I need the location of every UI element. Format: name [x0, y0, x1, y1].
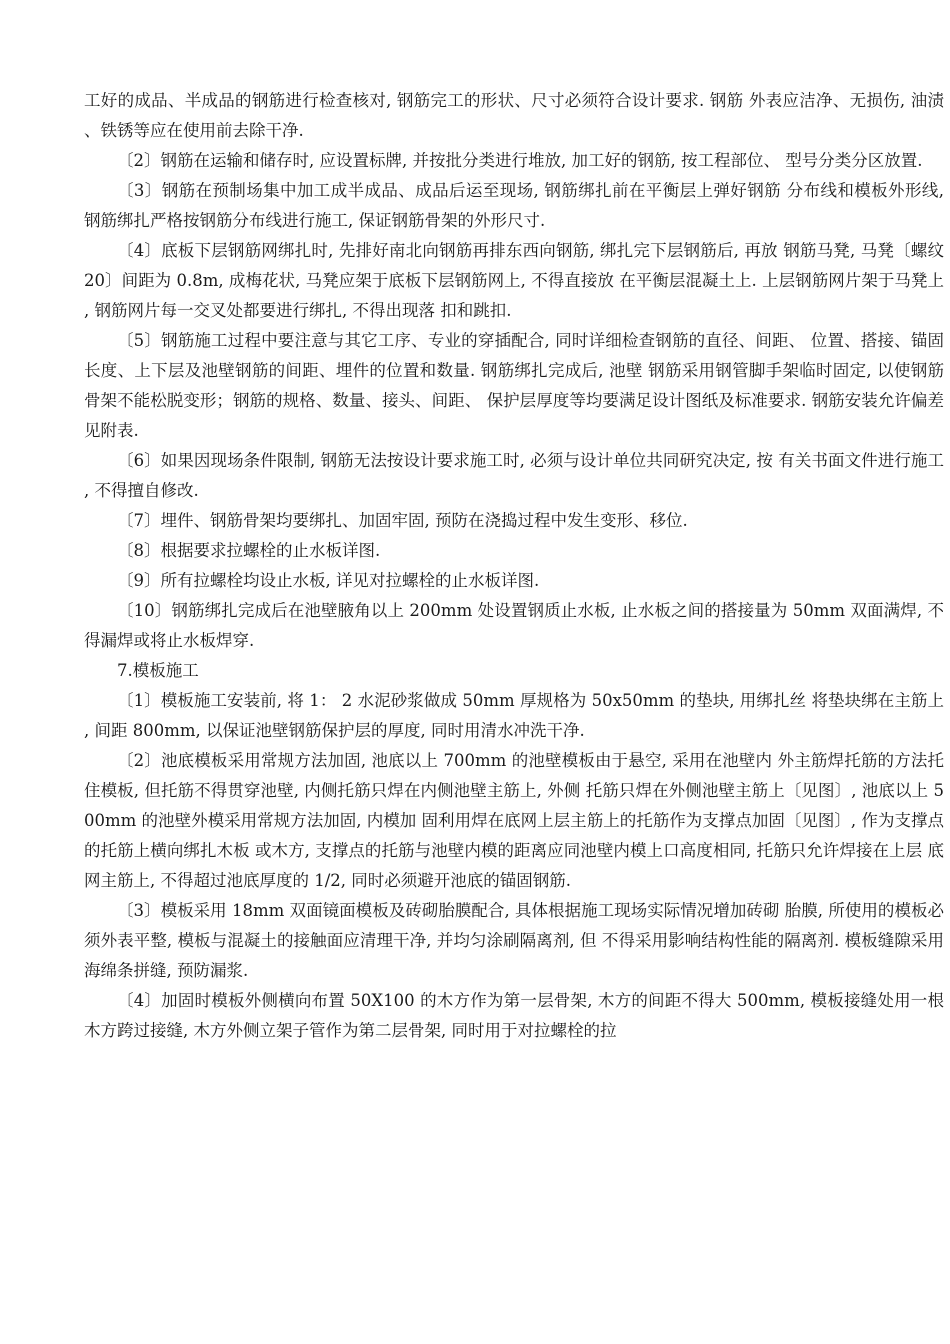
- paragraph-steel-waterstop: 〔10〕钢筋绑扎完成后在池壁腋角以上 200mm 处设置钢质止水板, 止水板之间的搭接量为 50mm 双面满焊, 不得漏焊或将止水板焊穿.: [84, 601, 944, 650]
- paragraph-embedded-parts: 〔7〕埋件、钢筋骨架均要绑扎、加固牢固, 预防在浇捣过程中发生变形、移位.: [117, 511, 688, 530]
- section-heading-formwork: 7.模板施工: [117, 661, 199, 680]
- paragraph-rebar-inspection: 工好的成品、半成品的钢筋进行检查核对, 钢筋完工的形状、尺寸必须符合设计要求. 钢筋 外表应洁净、无损伤, 油渍、铁锈等应在使用前去除干净.: [84, 91, 944, 140]
- document-body: [84, 86, 944, 1046]
- paragraph-formwork-material: 〔3〕模板采用 18mm 双面镜面模板及砖砌胎膜配合, 具体根据施工现场实际情况增加砖砌 胎膜, 所使用的模板必须外表平整, 模板与混凝土的接触面应清理干净, 并均匀涂刷隔离剂, 但 不得采用影响结构性能的隔离剂. 模板缝隙采用海绵条拼缝, 预防漏浆.: [84, 901, 944, 980]
- paragraph-formwork-bracing: 〔2〕池底模板采用常规方法加固, 池底以上 700mm 的池壁模板由于悬空, 采用在池壁内 外主筋焊托筋的方法托住模板, 但托筋不得贯穿池壁, 内侧托筋只焊在内侧池壁主筋上, 外侧 托筋只焊在外侧池壁主筋上〔见图〕, 池底以上 500mm 的池壁外模采用常规方法加固, 内模加 固利用焊在底网上层主筋上的托筋作为支撑点加固〔见图〕, 作为支撑点的托筋上横向绑扎木板 或木方, 支撑点的托筋与池壁内模的距离应同池壁内模上口高度相同, 托筋只允许焊接在上层 底网主筋上, 不得超过池底厚度的 1/2, 同时必须避开池底的锚固钢筋.: [84, 751, 944, 890]
- paragraph-rebar-prefabrication: 〔3〕钢筋在预制场集中加工成半成品、成品后运至现场, 钢筋绑扎前在平衡层上弹好钢筋 分布线和模板外形线, 钢筋绑扎严格按钢筋分布线进行施工, 保证钢筋骨架的外形尺寸.: [84, 181, 944, 230]
- paragraph-bottom-mesh-binding: 〔4〕底板下层钢筋网绑扎时, 先排好南北向钢筋再排东西向钢筋, 绑扎完下层钢筋后, 再放 钢筋马凳, 马凳〔螺纹 20〕间距为 0.8m, 成梅花状, 马凳应架于底板下层钢筋网上, 不得直接放 在平衡层混凝土上. 上层钢筋网片架于马凳上, 钢筋网片每一交叉处都要进行绑扎, 不得出现落 扣和跳扣.: [84, 241, 944, 320]
- paragraph-formwork-spacers: 〔1〕模板施工安装前, 将 1： 2 水泥砂浆做成 50mm 厚规格为 50x50mm 的垫块, 用绑扎丝 将垫块绑在主筋上, 间距 800mm, 以保证池壁钢筋保护层的厚度, 同时用清水冲洗干净.: [84, 691, 944, 740]
- paragraph-site-limitations: 〔6〕如果因现场条件限制, 钢筋无法按设计要求施工时, 必须与设计单位共同研究决定, 按 有关书面文件进行施工, 不得擅自修改.: [84, 451, 944, 500]
- paragraph-formwork-reinforcement: 〔4〕加固时模板外侧横向布置 50X100 的木方作为第一层骨架, 木方的间距不得大 500mm, 模板接缝处用一根木方跨过接缝, 木方外侧立架子管作为第二层骨架, 同时用于对拉螺栓的拉: [84, 991, 944, 1040]
- paragraph-all-bolts-waterstop: 〔9〕所有拉螺栓均设止水板, 详见对拉螺栓的止水板详图.: [117, 571, 540, 590]
- paragraph-rebar-storage: 〔2〕钢筋在运输和储存时, 应设置标牌, 并按批分类进行堆放, 加工好的钢筋, 按工程部位、 型号分类分区放置.: [117, 151, 923, 170]
- paragraph-rebar-coordination: 〔5〕钢筋施工过程中要注意与其它工序、专业的穿插配合, 同时详细检查钢筋的直径、间距、 位置、搭接、锚固长度、上下层及池壁钢筋的间距、埋件的位置和数量. 钢筋绑扎完成后, 池壁 钢筋采用钢管脚手架临时固定, 以使钢筋骨架不能松脱变形；钢筋的规格、数量、接头、间距、 保护层厚度等均要满足设计图纸及标准要求. 钢筋安装允许偏差见附表.: [84, 331, 944, 440]
- paragraph-bolt-waterstop-detail: 〔8〕根据要求拉螺栓的止水板详图.: [117, 541, 381, 560]
